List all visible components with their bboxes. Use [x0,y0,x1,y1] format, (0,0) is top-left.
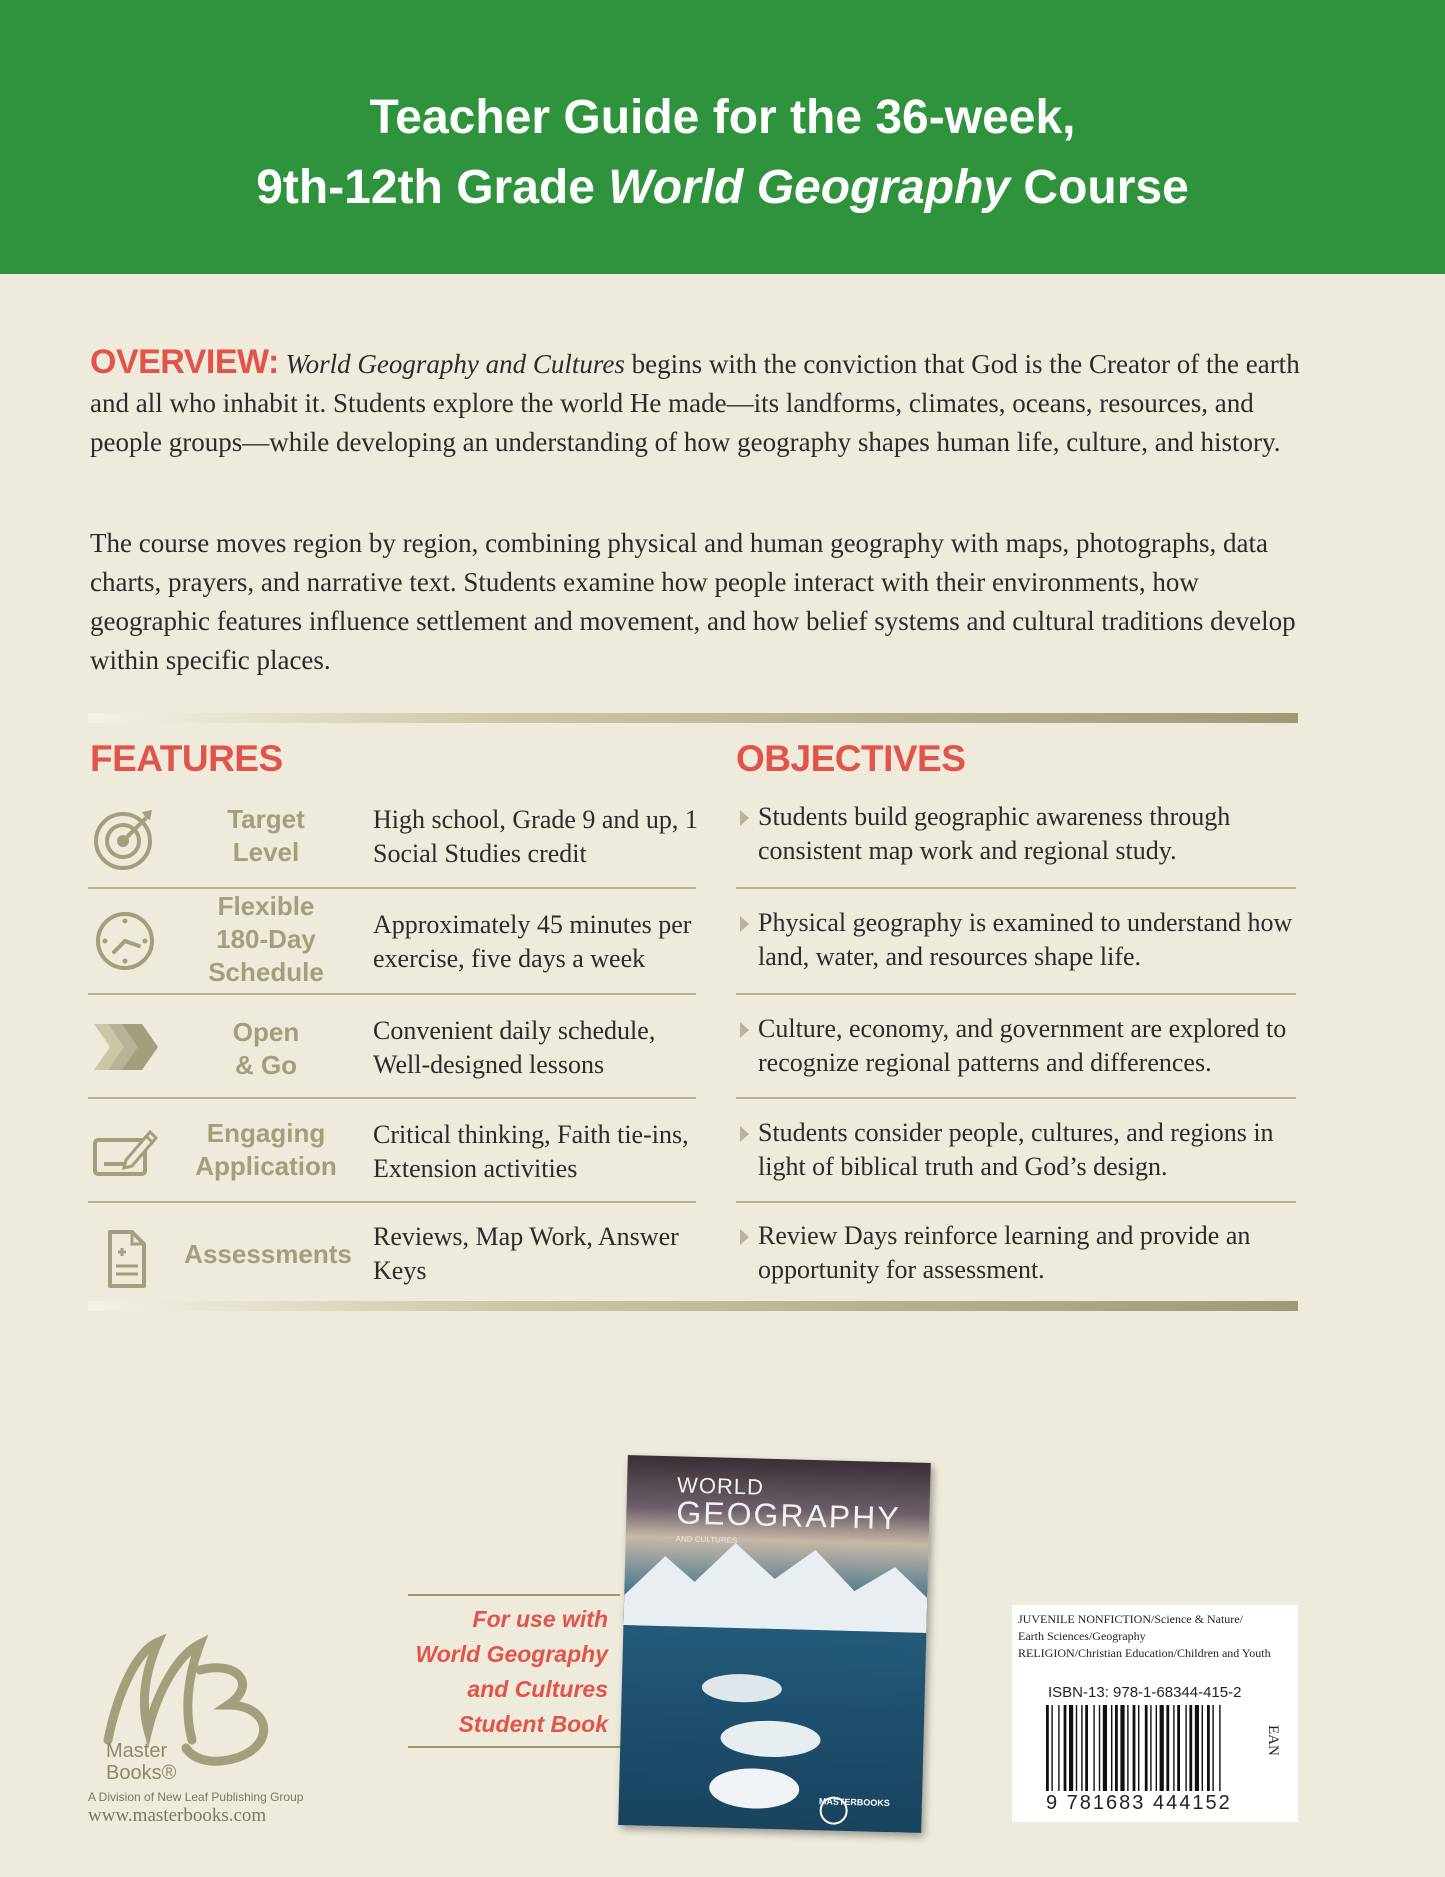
objective-divider [736,993,1296,995]
objective-divider [736,1201,1296,1203]
feature-desc-schedule: Approximately 45 minutes per exercise, five days a week [373,910,692,973]
feature-divider [88,1201,696,1203]
feature-label-text: Assessments [184,1239,352,1269]
feature-row-application [88,1100,696,1202]
feature-row-assessments [88,1204,696,1300]
target-icon [92,806,158,872]
bisac-line: Earth Sciences/Geography [1018,1629,1146,1643]
use-with-line-bottom [408,1746,630,1748]
feature-label-text: Open & Go [232,1017,300,1080]
overview-label: OVERVIEW: [90,343,279,381]
isbn-text: ISBN-13: 978-1-68344-415-2 [1048,1684,1242,1701]
feature-label-application [176,1117,356,1183]
feature-row-schedule [88,890,696,994]
feature-label-target-level [176,803,356,869]
logo-name-line2: Books® [106,1762,177,1784]
features-heading: FEATURES [90,738,283,779]
feature-desc-application: Critical thinking, Faith tie-ins, Extension activities [373,1120,689,1183]
title-banner [0,0,1445,274]
bisac-categories [1018,1611,1294,1662]
objective-text: Review Days reinforce learning and provide an opportunity for assessment. [758,1221,1251,1284]
use-with-line3: and Cultures [467,1676,608,1702]
overview-book-title: World Geography and Cultures [285,349,625,379]
cover-landscape-image [618,1535,928,1833]
bullet-triangle-icon [740,810,749,826]
cover-publisher: MASTERBOOKS [818,1796,891,1809]
logo-name [106,1740,176,1784]
use-with-line-top [408,1594,620,1596]
ean-label: EAN [1265,1725,1281,1756]
bullet-triangle-icon [740,1022,749,1038]
feature-divider [88,993,696,995]
banner-grade-text: 9th-12th Grade [256,161,609,214]
feature-label-open-go [176,1016,356,1082]
overview-text: begins with the conviction that God is the Creator of the earth and all who inhabit it. Students explore the world He made—its landforms, climates, oceans, resources, and people groups—while developing an understanding of how geography shapes human life, culture, and history. [90,349,1300,457]
student-book-cover [618,1455,931,1833]
objective-text: Students consider people, cultures, and regions in light of biblical truth and God’s design. [758,1118,1274,1181]
feature-row-target-level [88,800,696,888]
logo-url: www.masterbooks.com [88,1805,267,1826]
overview-paragraph [90,343,1300,462]
bisac-line: RELIGION/Christian Education/Children and Youth [1018,1646,1271,1660]
banner-course-suffix: Course [1010,161,1189,214]
barcode-number: 9 781683 444152 [1046,1792,1232,1814]
section-divider-top [88,713,1298,723]
objective-text: Culture, economy, and government are explored to recognize regional patterns and differences. [758,1014,1287,1077]
feature-divider [88,1097,696,1099]
objective-text: Students build geographic awareness through consistent map work and regional study. [758,802,1231,865]
barcode-bars-icon [1046,1705,1258,1791]
bullet-triangle-icon [740,916,749,932]
feature-desc-target-level: High school, Grade 9 and up, 1 Social Studies credit [373,805,698,868]
bullet-triangle-icon [740,1229,749,1245]
feature-label-assessments [168,1238,368,1271]
feature-label-text: Flexible 180-Day Schedule [208,891,324,987]
use-with-line1: For use with [472,1606,608,1632]
use-with-note [380,1602,608,1742]
feature-label-text: Target Level [227,804,305,867]
logo-division: A Division of New Leaf Publishing Group [88,1790,304,1804]
banner-course-name: World Geography [608,161,1011,214]
overview-paragraph-2: The course moves region by region, combining physical and human geography with maps, photographs, data charts, prayers, and narrative text. Students examine how people interact with their environments, how geographic features influence settlement and movement, and how belief systems and cultural traditions develop within specific places. [90,528,1296,675]
objectives-heading: OBJECTIVES [736,738,966,779]
feature-row-open-go [88,996,696,1098]
objective-divider [736,1097,1296,1099]
objective-divider [736,887,1296,889]
feature-divider [88,887,696,889]
use-with-line4: Student Book [458,1711,608,1737]
logo-name-line1: Master [106,1740,168,1762]
use-with-line2: World Geography [415,1641,608,1667]
feature-desc-assessments: Reviews, Map Work, Answer Keys [373,1222,679,1285]
document-icon [92,1226,158,1292]
cover-title-world: WORLD [676,1472,765,1500]
cover-title-geography: GEOGRAPHY [675,1494,902,1537]
feature-desc-open-go: Convenient daily schedule, Well-designed lessons [373,1016,656,1079]
objective-text: Physical geography is examined to understand how land, water, and resources shape life. [758,908,1293,971]
masterbooks-logo [88,1630,328,1830]
bullet-triangle-icon [740,1126,749,1142]
feature-label-text: Engaging Application [195,1118,337,1181]
banner-title-line1: Teacher Guide for the 36-week, [369,91,1076,144]
section-divider-bottom [88,1301,1298,1311]
banner-title-line2 [0,153,1445,223]
pencil-icon [92,1118,158,1184]
chevrons-icon [92,1014,158,1080]
cover-subtitle: AND CULTURES [675,1534,738,1545]
bisac-line: JUVENILE NONFICTION/Science & Nature/ [1018,1612,1243,1626]
clock-icon [92,908,158,974]
feature-label-schedule [176,890,356,989]
barcode-block [1012,1605,1298,1822]
